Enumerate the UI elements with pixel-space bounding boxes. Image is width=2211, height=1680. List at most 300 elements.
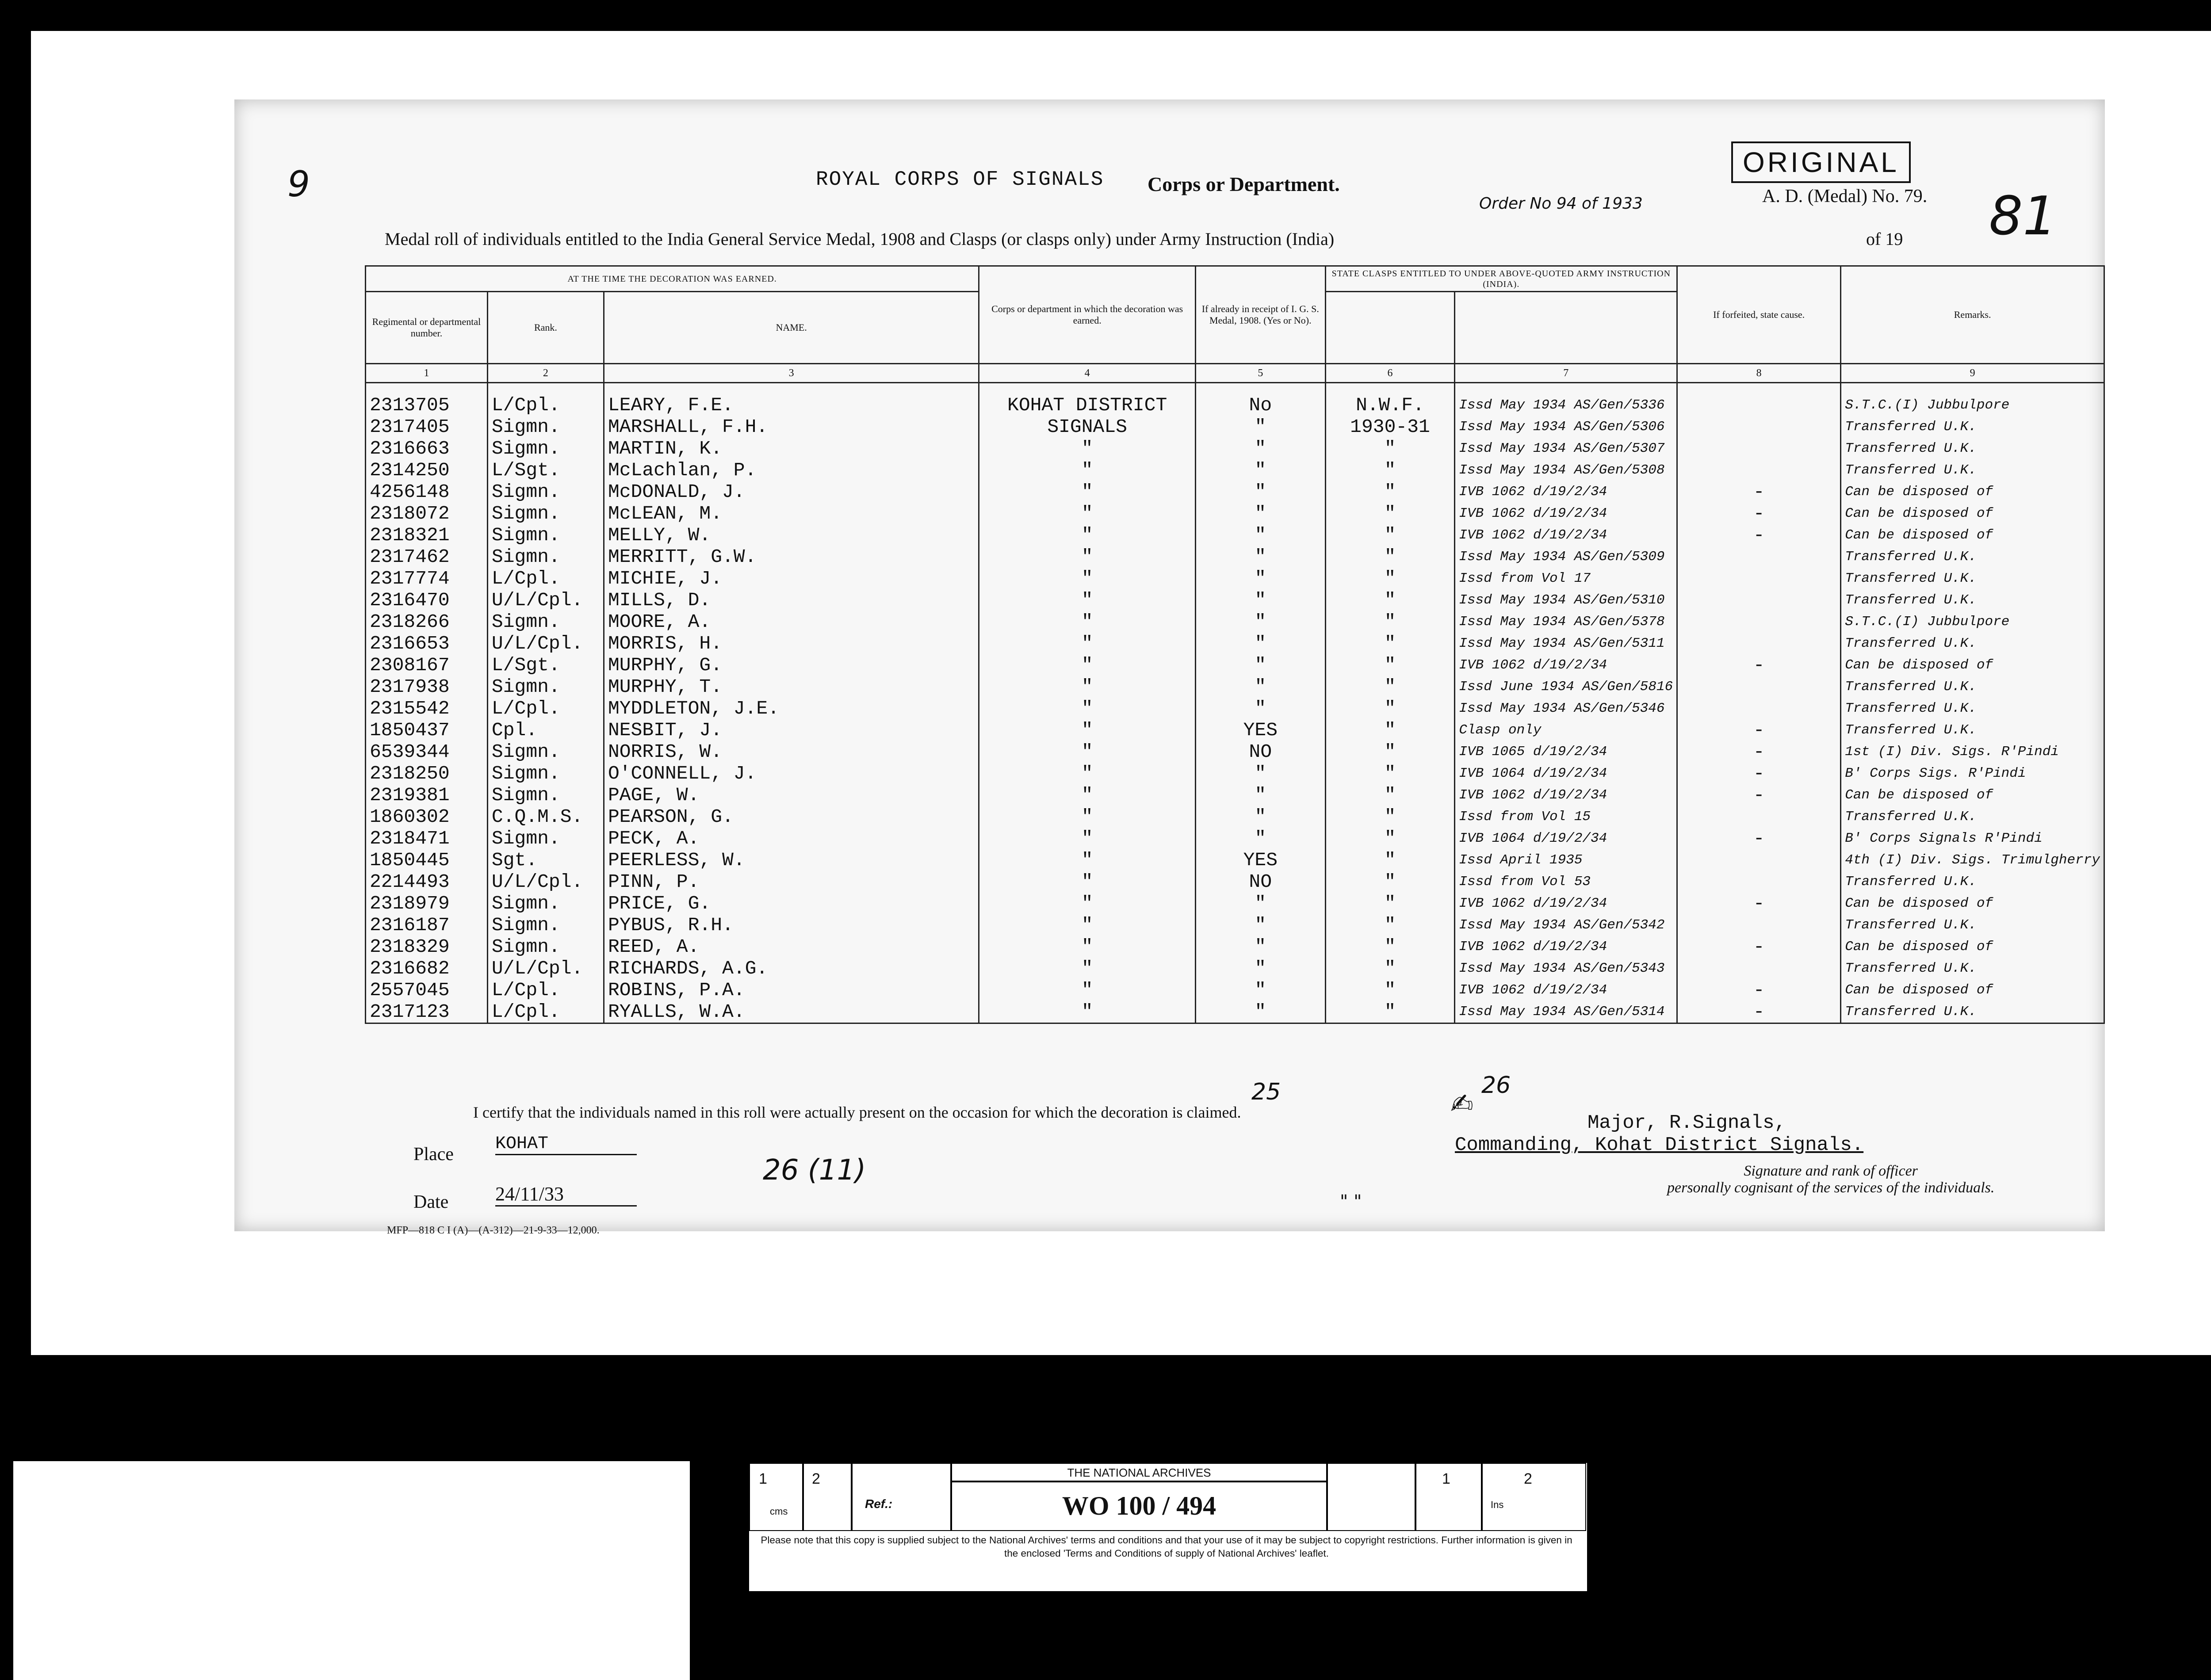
reg-number-cell: 2308167 [366,654,488,676]
corps-cell: " [979,914,1196,936]
group-header-at-time: AT THE TIME THE DECORATION WAS EARNED. [366,266,979,292]
corps-cell: " [979,698,1196,719]
column-number-5: 5 [1196,364,1326,383]
corps-cell: " [979,1001,1196,1023]
rank-cell: L/Cpl. [487,698,604,719]
cms-cell [749,1463,804,1531]
remarks-cell: 1st (I) Div. Sigs. R'Pindi [1841,741,2104,763]
rank-cell: L/Sgt. [487,459,604,481]
column-header-clasp [1325,292,1455,364]
print-reference: MFP—818 C I (A)—(A-312)—21-9-33—12,000. [387,1225,600,1236]
table-row [366,958,2104,979]
igs-cell: " [1196,914,1326,936]
remarks-cell: Can be disposed of [1841,936,2104,958]
remarks-cell: B' Corps Signals R'Pindi [1841,828,2104,849]
igs-cell: " [1196,568,1326,589]
clasp-cell: " [1325,914,1455,936]
forfeit-cell [1677,806,1841,828]
rank-cell: L/Cpl. [487,568,604,589]
clasp-cell: " [1325,828,1455,849]
ins-one-value: 1 [1442,1470,1450,1487]
blank-label-area [13,1461,690,1680]
clasp-cell: " [1325,676,1455,698]
rank-cell: L/Cpl. [487,1001,604,1023]
clasp-cell: " [1325,806,1455,828]
reg-number-cell: 2317405 [366,416,488,438]
table-row [366,676,2104,698]
rank-cell: Sigmn. [487,914,604,936]
forfeit-cell [1677,871,1841,893]
forfeit-cell: - [1677,481,1841,503]
issue-cell: Issd May 1934 AS/Gen/5306 [1455,416,1677,438]
remarks-cell: Transferred U.K. [1841,914,2104,936]
remarks-cell: Transferred U.K. [1841,633,2104,654]
name-cell: PEERLESS, W. [604,849,979,871]
remarks-cell: Transferred U.K. [1841,459,2104,481]
reg-number-cell: 2557045 [366,979,488,1001]
rank-cell: L/Sgt. [487,654,604,676]
reg-number-cell: 2318250 [366,763,488,784]
issue-cell: IVB 1062 d/19/2/34 [1455,503,1677,524]
forfeit-cell: - [1677,1001,1841,1023]
rank-cell: Sigmn. [487,741,604,763]
forfeit-cell [1677,633,1841,654]
ad-medal-number: A. D. (Medal) No. 79. [1762,186,1928,206]
ref-label: Ref.: [865,1497,893,1511]
name-cell: PEARSON, G. [604,806,979,828]
reg-number-cell: 2319381 [366,784,488,806]
table-row [366,828,2104,849]
handwritten-count: 26 (11) [763,1154,866,1187]
corps-cell: " [979,438,1196,459]
corps-cell: " [979,893,1196,914]
igs-cell: No [1196,383,1326,416]
group-header-clasps: STATE CLASPS ENTITLED TO UNDER ABOVE-QUOTED ARMY INSTRUCTION (INDIA). [1325,266,1677,292]
table-row [366,633,2104,654]
issue-cell: Clasp only [1455,719,1677,741]
clasp-cell: " [1325,893,1455,914]
column-header-remarks: Remarks. [1841,266,2104,364]
corps-cell: " [979,524,1196,546]
remarks-cell: Can be disposed of [1841,784,2104,806]
igs-cell: " [1196,806,1326,828]
corps-cell: " [979,676,1196,698]
roll-body [366,383,2104,1023]
reg-number-cell: 2318329 [366,936,488,958]
remarks-cell: Can be disposed of [1841,979,2104,1001]
signature-caption [1667,1163,1994,1196]
corps-cell: " [979,784,1196,806]
forfeit-cell [1677,849,1841,871]
clasp-cell: " [1325,719,1455,741]
forfeit-cell [1677,459,1841,481]
column-header-rank: Rank. [487,292,604,364]
corps-cell: " [979,546,1196,568]
cm-two-cell [802,1463,853,1531]
igs-cell: " [1196,633,1326,654]
rank-cell: U/L/Cpl. [487,871,604,893]
rank-cell: U/L/Cpl. [487,958,604,979]
corps-cell: " [979,589,1196,611]
blank-cell [1326,1463,1416,1531]
rank-cell: Sigmn. [487,438,604,459]
name-cell: MARTIN, K. [604,438,979,459]
name-cell: MURPHY, T. [604,676,979,698]
column-number-4: 4 [979,364,1196,383]
reg-number-cell: 2318321 [366,524,488,546]
name-cell: NESBIT, J. [604,719,979,741]
issue-cell: Issd May 1934 AS/Gen/5307 [1455,438,1677,459]
reg-number-cell: 1850445 [366,849,488,871]
remarks-cell: Can be disposed of [1841,654,2104,676]
table-row [366,849,2104,871]
corps-cell: " [979,719,1196,741]
rank-cell: Sigmn. [487,784,604,806]
rank-cell: U/L/Cpl. [487,633,604,654]
forfeit-cell [1677,958,1841,979]
clasp-cell: " [1325,741,1455,763]
igs-cell: " [1196,676,1326,698]
issue-cell: IVB 1064 d/19/2/34 [1455,828,1677,849]
column-number-9: 9 [1841,364,2104,383]
rank-cell: U/L/Cpl. [487,589,604,611]
name-cell: MELLY, W. [604,524,979,546]
name-cell: MORRIS, H. [604,633,979,654]
officer-signature: ✍ [1450,1088,1473,1120]
handwritten-order-number: Order No 94 of 1933 [1479,195,1643,213]
name-cell: McLachlan, P. [604,459,979,481]
clasp-cell: " [1325,979,1455,1001]
tally-igs-column: 25 [1251,1079,1281,1105]
table-row [366,806,2104,828]
issue-cell: Issd May 1934 AS/Gen/5378 [1455,611,1677,633]
clasp-cell: " [1325,459,1455,481]
of-year-label: of 19 [1866,229,1903,249]
igs-cell: " [1196,416,1326,438]
table-row [366,546,2104,568]
forfeit-cell: - [1677,893,1841,914]
issue-cell: IVB 1062 d/19/2/34 [1455,784,1677,806]
medal-roll-table [365,265,2105,1024]
clasp-cell: " [1325,849,1455,871]
table-row [366,611,2104,633]
table-row [366,568,2104,589]
remarks-cell: Transferred U.K. [1841,438,2104,459]
table-row [366,438,2104,459]
issue-cell: Issd May 1934 AS/Gen/5343 [1455,958,1677,979]
clasp-cell: " [1325,524,1455,546]
corps-cell: " [979,481,1196,503]
reg-number-cell: 2315542 [366,698,488,719]
national-archives-label [747,1461,1589,1593]
forfeit-cell: - [1677,828,1841,849]
forfeit-cell: - [1677,719,1841,741]
issue-cell: Issd May 1934 AS/Gen/5336 [1455,383,1677,416]
igs-cell: NO [1196,741,1326,763]
clasp-cell: " [1325,654,1455,676]
column-header-number: Regimental or departmental number. [366,292,488,364]
clasp-cell: " [1325,936,1455,958]
forfeit-cell: - [1677,741,1841,763]
reg-number-cell: 2317938 [366,676,488,698]
forfeit-cell: - [1677,784,1841,806]
table-row [366,741,2104,763]
issue-cell: Issd from Vol 15 [1455,806,1677,828]
table-row [366,763,2104,784]
rank-cell: Sigmn. [487,503,604,524]
table-row [366,481,2104,503]
rank-cell: Sgt. [487,849,604,871]
column-number-3: 3 [604,364,979,383]
issue-cell: IVB 1062 d/19/2/34 [1455,893,1677,914]
ins-two-cell [1481,1463,1586,1531]
corps-cell: " [979,849,1196,871]
forfeit-cell [1677,611,1841,633]
forfeit-cell [1677,416,1841,438]
reg-number-cell: 2318471 [366,828,488,849]
corps-cell: " [979,459,1196,481]
forfeit-cell [1677,438,1841,459]
signatory-block [1455,1112,1863,1156]
corner-folio-mark: 81 [1989,186,2057,247]
issue-cell: IVB 1062 d/19/2/34 [1455,654,1677,676]
reg-number-cell: 1860302 [366,806,488,828]
ins-two-value: 2 [1524,1470,1532,1487]
forfeit-cell: - [1677,979,1841,1001]
forfeit-cell: - [1677,936,1841,958]
igs-cell: " [1196,481,1326,503]
igs-cell: " [1196,763,1326,784]
remarks-cell: S.T.C.(I) Jubbulpore [1841,383,2104,416]
issue-cell: Issd May 1934 AS/Gen/5314 [1455,1001,1677,1023]
issue-cell: IVB 1062 d/19/2/34 [1455,936,1677,958]
column-header-name: NAME. [604,292,979,364]
column-header-issue [1455,292,1677,364]
remarks-cell: Can be disposed of [1841,481,2104,503]
clasp-cell: " [1325,611,1455,633]
reg-number-cell: 2316653 [366,633,488,654]
corps-cell: " [979,958,1196,979]
name-cell: McDONALD, J. [604,481,979,503]
reg-number-cell: 2318266 [366,611,488,633]
name-cell: MYDDLETON, J.E. [604,698,979,719]
forfeit-cell [1677,383,1841,416]
remarks-cell: Transferred U.K. [1841,589,2104,611]
clasp-cell: " [1325,763,1455,784]
remarks-cell: Transferred U.K. [1841,546,2104,568]
column-header-forfeit: If forfeited, state cause. [1677,266,1841,364]
corps-name: ROYAL CORPS OF SIGNALS [816,168,1104,191]
corps-cell: " [979,763,1196,784]
corps-cell: KOHAT DISTRICT [979,383,1196,416]
clasp-cell: " [1325,633,1455,654]
forfeit-cell [1677,589,1841,611]
issue-cell: Issd May 1934 AS/Gen/5311 [1455,633,1677,654]
issue-cell: Issd May 1934 AS/Gen/5309 [1455,546,1677,568]
igs-cell: " [1196,784,1326,806]
certification-statement: I certify that the individuals named in this roll were actually present on the occasion for which the decoration is claimed. [473,1103,1241,1121]
reg-number-cell: 6539344 [366,741,488,763]
reg-number-cell: 1850437 [366,719,488,741]
table-row [366,784,2104,806]
signatory-rank: Major, R.Signals, [1587,1112,1786,1134]
rank-cell: Cpl. [487,719,604,741]
reg-number-cell: 2317123 [366,1001,488,1023]
clasp-cell: " [1325,503,1455,524]
name-cell: NORRIS, W. [604,741,979,763]
remarks-cell: Transferred U.K. [1841,806,2104,828]
forfeit-cell [1677,914,1841,936]
corps-cell: " [979,806,1196,828]
issue-cell: Issd May 1934 AS/Gen/5346 [1455,698,1677,719]
name-cell: PECK, A. [604,828,979,849]
forfeit-cell [1677,546,1841,568]
ditto-marks: " " [1340,1191,1362,1212]
clasp-cell: " [1325,568,1455,589]
column-number-8: 8 [1677,364,1841,383]
table-row [366,383,2104,416]
issue-cell: IVB 1065 d/19/2/34 [1455,741,1677,763]
clasp-cell: " [1325,784,1455,806]
clasp-cell: " [1325,546,1455,568]
rank-cell: C.Q.M.S. [487,806,604,828]
remarks-cell: Can be disposed of [1841,893,2104,914]
igs-cell: " [1196,654,1326,676]
name-cell: RICHARDS, A.G. [604,958,979,979]
issue-cell: Issd April 1935 [1455,849,1677,871]
table-row [366,589,2104,611]
name-cell: MURPHY, G. [604,654,979,676]
remarks-cell: Transferred U.K. [1841,416,2104,438]
name-cell: MARSHALL, F.H. [604,416,979,438]
table-row [366,871,2104,893]
table-row [366,459,2104,481]
issue-cell: IVB 1062 d/19/2/34 [1455,979,1677,1001]
corps-cell: " [979,654,1196,676]
place-value: KOHAT [495,1134,637,1155]
reg-number-cell: 2318979 [366,893,488,914]
clasp-cell: " [1325,438,1455,459]
scan-sheet [31,31,2211,1355]
table-row [366,416,2104,438]
cms-top-value: 1 [759,1470,767,1487]
clasp-cell: N.W.F. [1325,383,1455,416]
corps-cell: " [979,979,1196,1001]
issue-cell: Issd May 1934 AS/Gen/5308 [1455,459,1677,481]
clasp-cell: " [1325,589,1455,611]
issue-cell: IVB 1064 d/19/2/34 [1455,763,1677,784]
ins-label: Ins [1491,1499,1504,1510]
reg-number-cell: 2316187 [366,914,488,936]
igs-cell: " [1196,958,1326,979]
table-row [366,936,2104,958]
name-cell: RYALLS, W.A. [604,1001,979,1023]
table-row [366,914,2104,936]
archive-reference: WO 100 / 494 [950,1481,1328,1531]
clasp-cell: 1930-31 [1325,416,1455,438]
table-row [366,524,2104,546]
remarks-cell: Transferred U.K. [1841,871,2104,893]
institution-name: THE NATIONAL ARCHIVES [950,1463,1328,1482]
rank-cell: L/Cpl. [487,383,604,416]
forfeit-cell: - [1677,524,1841,546]
reg-number-cell: 2314250 [366,459,488,481]
remarks-cell: 4th (I) Div. Sigs. Trimulgherry [1841,849,2104,871]
column-number-6: 6 [1325,364,1455,383]
name-cell: PYBUS, R.H. [604,914,979,936]
name-cell: MICHIE, J. [604,568,979,589]
column-header-corps: Corps or department in which the decoration was earned. [979,266,1196,364]
roll-title: Medal roll of individuals entitled to the India General Service Medal, 1908 and Clasps (or clasps only) under Army Instruction (India) [385,229,1335,249]
igs-cell: " [1196,589,1326,611]
remarks-cell: Transferred U.K. [1841,568,2104,589]
original-stamp: ORIGINAL [1731,141,1911,183]
corps-cell: " [979,871,1196,893]
name-cell: O'CONNELL, J. [604,763,979,784]
ref-label-cell [851,1463,952,1531]
table-row [366,893,2104,914]
rank-cell: Sigmn. [487,546,604,568]
clasp-cell: " [1325,958,1455,979]
remarks-cell: Transferred U.K. [1841,719,2104,741]
igs-cell: " [1196,979,1326,1001]
issue-cell: Issd June 1934 AS/Gen/5816 [1455,676,1677,698]
reg-number-cell: 2317462 [366,546,488,568]
signature-caption-line-1: Signature and rank of officer [1744,1163,1918,1179]
table-row [366,719,2104,741]
signatory-unit: Commanding, Kohat District Signals. [1455,1134,1864,1156]
signature-caption-line-2: personally cognisant of the services of the individuals. [1667,1180,1995,1196]
corps-cell: SIGNALS [979,416,1196,438]
issue-cell: Issd May 1934 AS/Gen/5310 [1455,589,1677,611]
clasp-cell: " [1325,698,1455,719]
reg-number-cell: 2214493 [366,871,488,893]
name-cell: ROBINS, P.A. [604,979,979,1001]
issue-cell: Issd from Vol 17 [1455,568,1677,589]
reg-number-cell: 2313705 [366,383,488,416]
table-row [366,979,2104,1001]
clasp-cell: " [1325,871,1455,893]
rank-cell: Sigmn. [487,611,604,633]
column-number-1: 1 [366,364,488,383]
igs-cell: " [1196,1001,1326,1023]
column-header-igs: If already in receipt of I. G. S. Medal, 1908. (Yes or No). [1196,266,1326,364]
name-cell: MERRITT, G.W. [604,546,979,568]
table-row [366,698,2104,719]
remarks-cell: Can be disposed of [1841,524,2104,546]
forfeit-cell [1677,698,1841,719]
rank-cell: Sigmn. [487,936,604,958]
rank-cell: Sigmn. [487,763,604,784]
forfeit-cell [1677,568,1841,589]
igs-cell: " [1196,936,1326,958]
name-cell: REED, A. [604,936,979,958]
reg-number-cell: 2317774 [366,568,488,589]
cm-two-value: 2 [812,1470,820,1487]
remarks-cell: Can be disposed of [1841,503,2104,524]
forfeit-cell: - [1677,503,1841,524]
rank-cell: Sigmn. [487,893,604,914]
cms-label: cms [770,1506,788,1517]
issue-cell: IVB 1062 d/19/2/34 [1455,481,1677,503]
name-cell: PINN, P. [604,871,979,893]
name-cell: LEARY, F.E. [604,383,979,416]
corps-cell: " [979,633,1196,654]
table-row [366,654,2104,676]
igs-cell: " [1196,828,1326,849]
igs-cell: " [1196,611,1326,633]
issue-cell: Issd May 1934 AS/Gen/5342 [1455,914,1677,936]
